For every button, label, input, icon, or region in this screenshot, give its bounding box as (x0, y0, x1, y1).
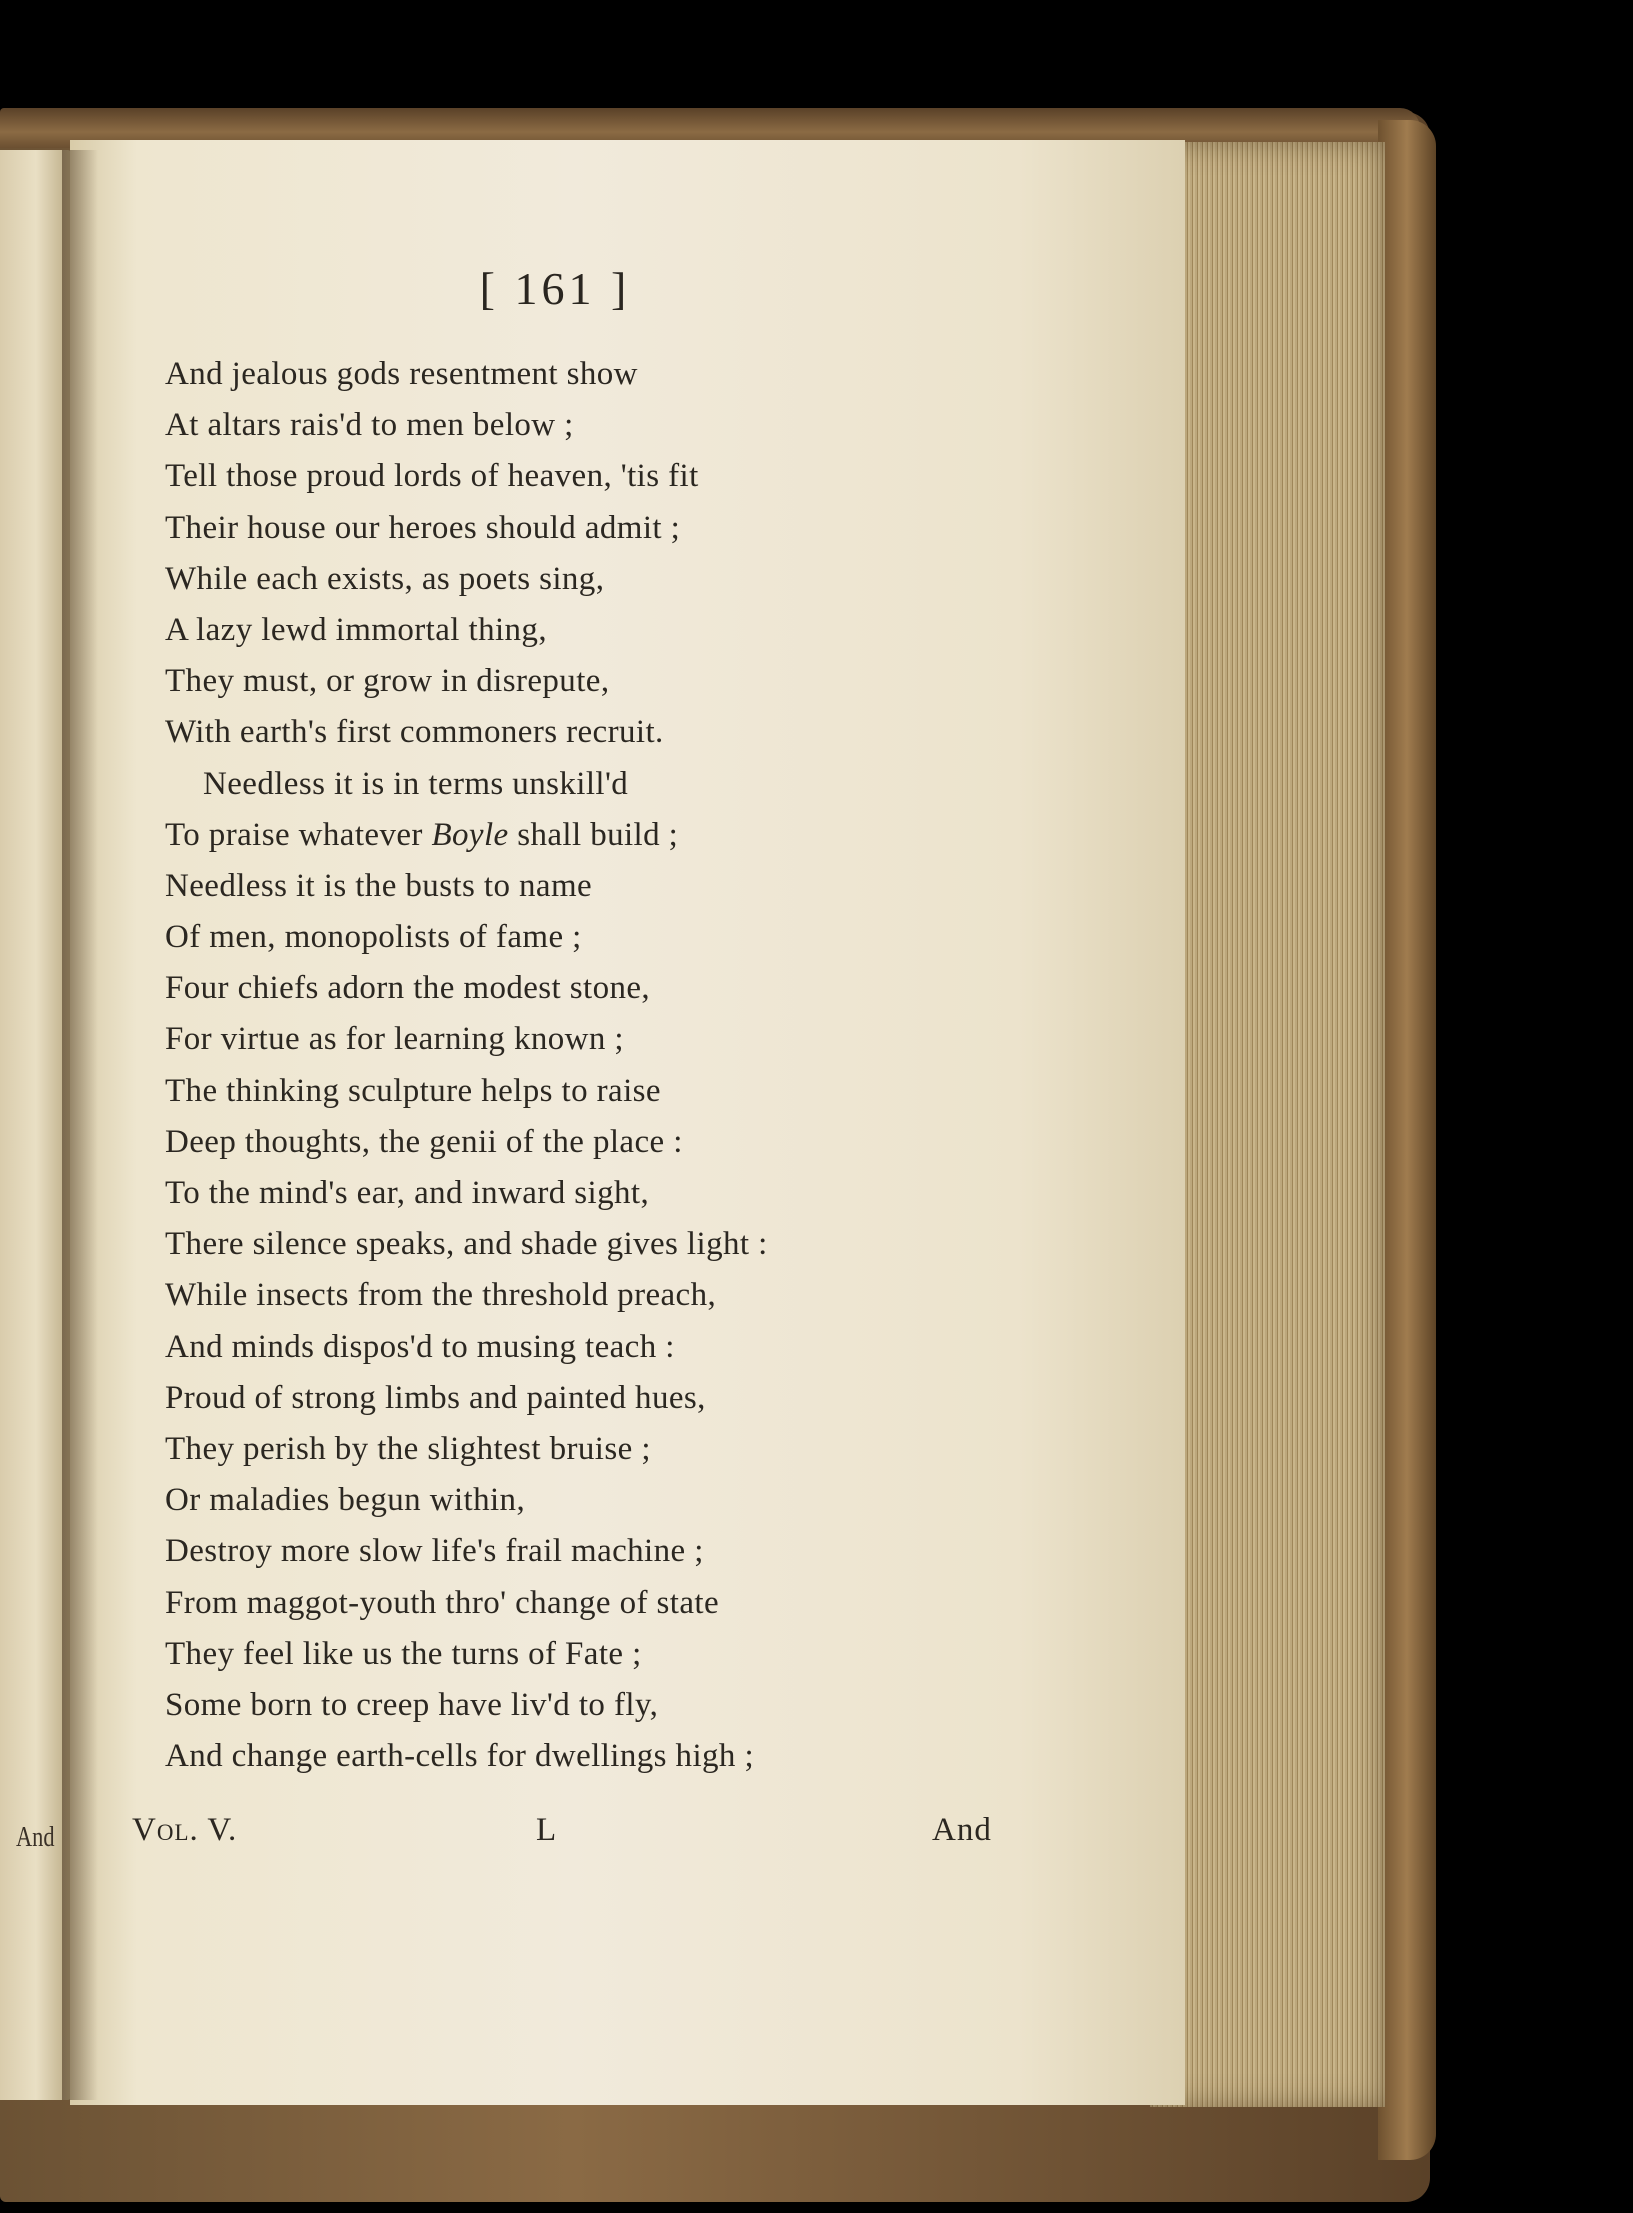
verse-line: For virtue as for learning known ; (165, 1021, 625, 1058)
page-block-edges (1150, 142, 1385, 2107)
verse-line: There silence speaks, and shade gives light : (165, 1226, 768, 1263)
poem-text (165, 349, 885, 1782)
verse-line: Proud of strong limbs and painted hues, (165, 1379, 706, 1416)
verse-line: Deep thoughts, the genii of the place : (165, 1123, 683, 1160)
verse-line: At altars rais'd to men below ; (165, 407, 574, 444)
verse-line-text: To praise whatever (165, 816, 432, 853)
volume-label: Vol. V. (132, 1812, 238, 1848)
verse-line: They must, or grow in disrepute, (165, 663, 610, 700)
verse-line: Needless it is in terms unskill'd (203, 765, 629, 802)
verse-line: Needless it is the busts to name (165, 867, 593, 904)
verse-line: A lazy lewd immortal thing, (165, 611, 547, 648)
verse-line: And minds dispos'd to musing teach : (165, 1328, 675, 1365)
italic-name: Boyle (431, 816, 509, 853)
verse-line: They perish by the slightest bruise ; (165, 1430, 651, 1467)
verse-line: They feel like us the turns of Fate ; (165, 1635, 642, 1672)
verse-line: The thinking sculpture helps to raise (165, 1072, 661, 1109)
verse-line: With earth's first commoners recruit. (165, 714, 664, 751)
verse-line: Some born to creep have liv'd to fly, (165, 1686, 659, 1723)
verse-line: Their house our heroes should admit ; (165, 509, 681, 546)
verse-line: Destroy more slow life's frail machine ; (165, 1533, 704, 1570)
verse-line-text: shall build ; (508, 816, 679, 853)
gutter-shadow (62, 150, 98, 2100)
verse-line (165, 810, 885, 861)
catchword: And (932, 1812, 992, 1848)
page-number-header: [ 161 ] (479, 263, 631, 314)
verse-line: To the mind's ear, and inward sight, (165, 1175, 650, 1211)
verse-line: And jealous gods resentment show (165, 356, 638, 392)
verse-line: From maggot-youth thro' change of state (165, 1584, 720, 1621)
signature-mark: L (536, 1812, 558, 1848)
verse-line: While insects from the threshold preach, (165, 1277, 717, 1314)
binding-fore-edge (1378, 120, 1436, 2160)
verse-line: Tell those proud lords of heaven, 'tis fit (165, 458, 699, 495)
left-page-catchword: And (16, 1822, 55, 1853)
verse-line: And change earth-cells for dwellings high ; (165, 1738, 755, 1775)
verse-line: While each exists, as poets sing, (165, 560, 605, 597)
verse-line: Of men, monopolists of fame ; (165, 919, 582, 956)
verse-line: Or maladies begun within, (165, 1482, 526, 1519)
verse-line: Four chiefs adorn the modest stone, (165, 970, 651, 1007)
